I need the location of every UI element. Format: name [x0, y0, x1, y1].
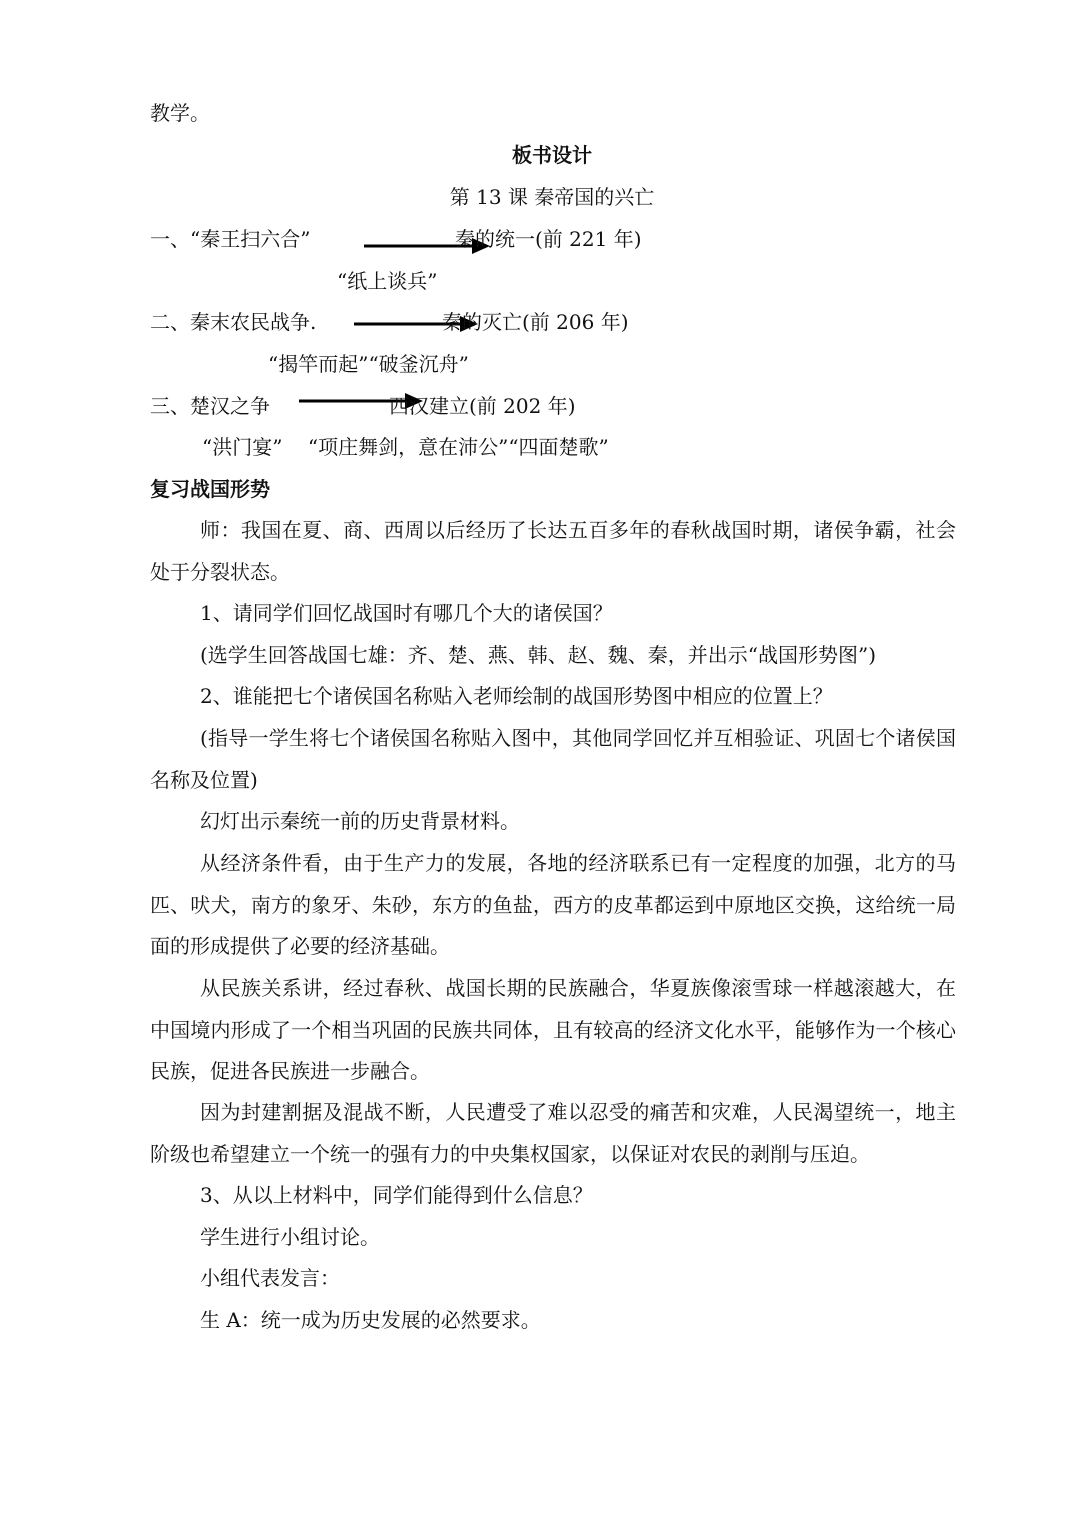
paragraph: 学生进行小组讨论。: [200, 1225, 380, 1249]
question-1: 1、请同学们回忆战国时有哪几个大的诸侯国？: [200, 601, 613, 625]
board-row-3-right: 西汉建立(前 202 年): [389, 394, 576, 418]
lesson-title: 第 13 课 秦帝国的兴亡: [449, 185, 655, 209]
paragraph-ethnic: 从民族关系讲，经过春秋、战国长期的民族融合，华夏族像滚雪球一样越滚越大，在中国境内形成了一个相当巩固的民族共同体，且有较高的经济文化水平，能够作为一个核心民族，促进各民族进一步融合。: [150, 976, 956, 1083]
board-row-2-sub: “揭竿而起”“破釜沉舟”: [268, 352, 469, 376]
paragraph-economy: 从经济条件看，由于生产力的发展，各地的经济联系已有一定程度的加强，北方的马匹、吠犬，南方的象牙、朱砂，东方的鱼盐，西方的皮革都运到中原地区交换，这给统一局面的形成提供了必要的经济基础。: [150, 851, 956, 958]
question-3: 3、从以上材料中，同学们能得到什么信息？: [200, 1183, 593, 1207]
intro-tail: 教学。: [150, 101, 210, 125]
section-heading: 复习战国形势: [150, 477, 270, 501]
board-row-3-sub: “洪门宴” “项庄舞剑，意在沛公”“四面楚歌”: [202, 435, 609, 459]
paragraph-note: (指导一学生将七个诸侯国名称贴入图中，其他同学回忆并互相验证、巩固七个诸侯国名称及位置): [150, 726, 956, 792]
paragraph: 师：我国在夏、商、西周以后经历了长达五百多年的春秋战国时期，诸侯争霸，社会处于分裂状态。: [150, 518, 956, 584]
question-2: 2、谁能把七个诸侯国名称贴入老师绘制的战国形势图中相应的位置上？: [200, 684, 833, 708]
student-answer: 生 A：统一成为历史发展的必然要求。: [200, 1308, 541, 1332]
board-row-2-right: 秦的灭亡(前 206 年): [442, 310, 629, 334]
board-heading: 板书设计: [512, 143, 592, 167]
paragraph-people: 因为封建割据及混战不断，人民遭受了难以忍受的痛苦和灾难，人民渴望统一，地主阶级也希望建立一个统一的强有力的中央集权国家，以保证对农民的剥削与压迫。: [150, 1100, 956, 1166]
board-row-3-left: 三、楚汉之争: [150, 394, 270, 418]
paragraph-note: (选学生回答战国七雄：齐、楚、燕、韩、赵、魏、秦，并出示“战国形势图”): [200, 643, 877, 667]
paragraph: 幻灯出示秦统一前的历史背景材料。: [200, 809, 520, 833]
board-row-1-right: 秦的统一(前 221 年): [455, 227, 642, 251]
paragraph: 小组代表发言：: [200, 1266, 340, 1290]
board-row-2-left: 二、秦末农民战争.: [150, 310, 317, 334]
board-row-1-sub: “纸上谈兵”: [337, 269, 438, 293]
board-row-1-left: 一、“秦王扫六合”: [150, 227, 311, 251]
